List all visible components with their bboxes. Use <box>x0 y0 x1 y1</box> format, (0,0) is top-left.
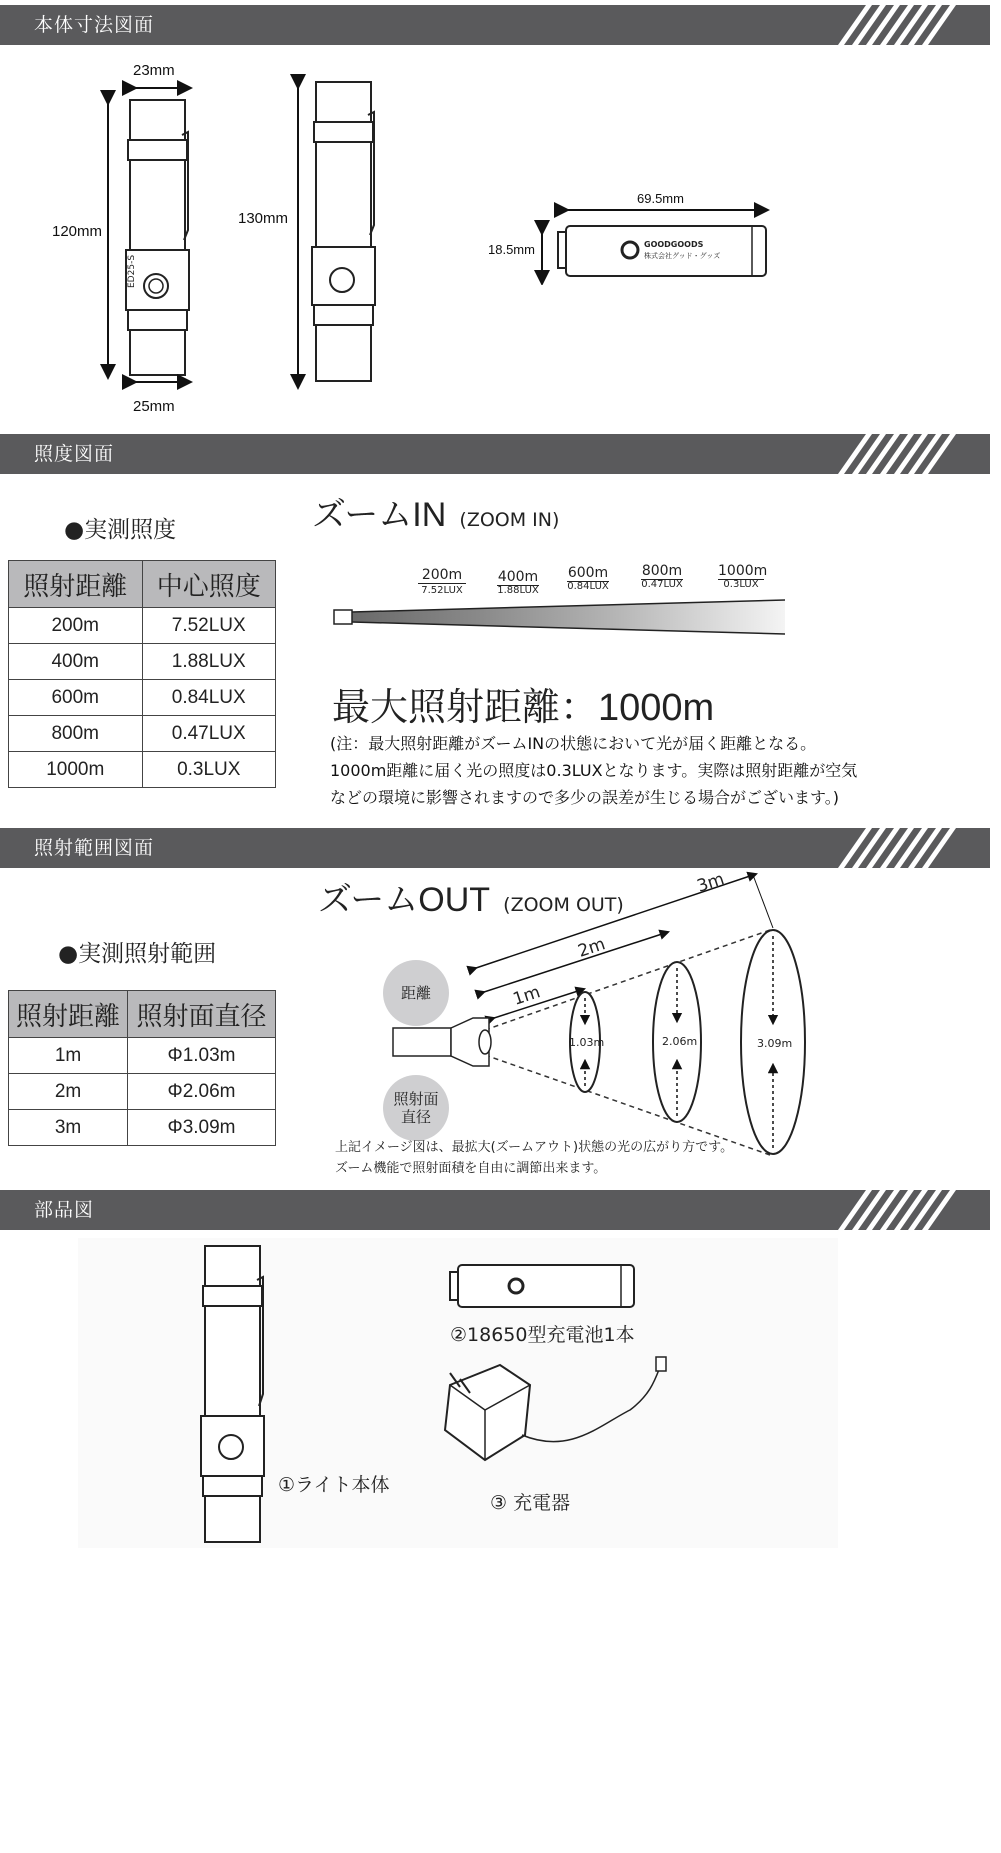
parts-charger-drawing <box>430 1355 690 1475</box>
table-row <box>9 608 276 644</box>
section-title: 照度図面 <box>34 443 115 465</box>
table-row <box>9 644 276 680</box>
diameter-bubble <box>383 1075 449 1141</box>
table-cell: Φ1.03m <box>128 1038 276 1074</box>
table-cell: 400m <box>9 644 143 680</box>
beam-mark-lux: 7.52LUX <box>421 585 463 596</box>
diameter-label-2: 2.06m <box>662 1035 698 1048</box>
range-caption <box>335 1137 733 1179</box>
section-title: 本体寸法図面 <box>34 14 155 36</box>
note-line: などの環境に影響されますので多少の誤差が生じる場合がございます。) <box>330 788 839 807</box>
beam-mark-lux: 0.3LUX <box>723 579 759 590</box>
zoom-out-spread-diagram <box>385 870 815 1160</box>
diameter-bubble-text: 直径 <box>400 1108 431 1126</box>
part-item-3: ③ 充電器 <box>490 1492 571 1514</box>
section-header-illuminance <box>0 434 990 474</box>
table-cell: 7.52LUX <box>142 608 276 644</box>
length-extended-label: 130mm <box>238 210 289 227</box>
beam-mark-dist: 600m <box>567 565 609 581</box>
table-cell: 3m <box>9 1110 128 1146</box>
table-row <box>9 752 276 788</box>
illuminance-subtitle: ●実測照度 <box>64 517 177 543</box>
diameter-bubble-text: 照射面 <box>393 1090 439 1108</box>
distance-label-3m: 3m <box>694 869 727 897</box>
part-item-2: ②18650型充電池1本 <box>450 1324 635 1346</box>
zoom-in-title: ズームIN <box>312 496 447 534</box>
parts-flashlight-drawing <box>195 1244 275 1544</box>
battery-brand: GOODGOODS <box>644 240 704 249</box>
table-cell: 600m <box>9 680 143 716</box>
section-header-range <box>0 828 990 868</box>
zoom-in-subtitle: (ZOOM IN) <box>459 509 560 531</box>
battery-length-label: 69.5mm <box>637 191 684 206</box>
zoom-out-subtitle: (ZOOM OUT) <box>503 894 624 916</box>
distance-bubble-text: 距離 <box>400 984 431 1002</box>
illuminance-table <box>8 560 276 788</box>
table-cell: Φ2.06m <box>128 1074 276 1110</box>
parts-battery-drawing <box>448 1262 638 1312</box>
zoom-out-title: ズームOUT <box>318 881 491 919</box>
part-item-1: ①ライト本体 <box>278 1474 390 1496</box>
section-title: 部品図 <box>34 1199 95 1221</box>
head-width-label: 23mm <box>133 62 175 79</box>
stripes-decoration <box>830 434 960 474</box>
caption-line: ズーム機能で照射面積を自由に調節出来ます。 <box>335 1161 607 1176</box>
illuminance-note <box>330 730 857 811</box>
beam-mark-lux: 1.88LUX <box>497 585 539 596</box>
beam-mark-dist: 1000m <box>718 563 768 579</box>
table-cell: 2m <box>9 1074 128 1110</box>
table-cell: 200m <box>9 608 143 644</box>
zoom-in-title-group <box>312 487 559 536</box>
beam-mark-lux: 0.47LUX <box>641 579 683 590</box>
table-row <box>9 1038 276 1074</box>
table-row <box>9 680 276 716</box>
battery-diameter-label: 18.5mm <box>488 242 535 257</box>
stripes-decoration <box>830 828 960 868</box>
table-row <box>9 716 276 752</box>
table-cell: Φ3.09m <box>128 1110 276 1146</box>
table-cell: 1000m <box>9 752 143 788</box>
distance-bubble <box>383 960 449 1026</box>
section-title: 照射範囲図面 <box>34 837 155 859</box>
distance-label-1m: 1m <box>510 982 543 1010</box>
beam-mark-dist: 400m <box>497 569 539 585</box>
note-line: 1000m距離に届く光の照度は0.3LUXとなります。実際は照射距離が空気 <box>330 761 858 780</box>
table-cell: 0.47LUX <box>142 716 276 752</box>
table-header: 照射距離 <box>9 561 143 608</box>
table-cell: 1m <box>9 1038 128 1074</box>
table-cell: 0.84LUX <box>142 680 276 716</box>
zoom-in-beam-diagram <box>330 598 790 638</box>
table-header: 照射面直径 <box>128 991 276 1038</box>
section-header-dimensions <box>0 5 990 45</box>
table-row <box>9 1110 276 1146</box>
tail-width-label: 25mm <box>133 398 175 415</box>
stripes-decoration <box>830 1190 960 1230</box>
beam-mark-lux: 0.84LUX <box>567 581 609 592</box>
distance-label-2m: 2m <box>575 934 608 962</box>
diameter-label-1: 1.03m <box>569 1036 605 1049</box>
diameter-label-3: 3.09m <box>757 1037 793 1050</box>
max-distance: 最大照射距離：1000m <box>332 687 715 729</box>
note-line: (注：最大照射距離がズームINの状態において光が届く距離となる。 <box>330 734 817 753</box>
table-header: 照射距離 <box>9 991 128 1038</box>
battery-brand-sub: 株式会社グッド・グッズ <box>644 252 721 260</box>
flashlight-retracted-drawing <box>90 60 230 430</box>
model-label: ED25-S <box>127 254 137 288</box>
stripes-decoration <box>830 5 960 45</box>
length-retracted-label: 120mm <box>52 223 103 240</box>
caption-line: 上記イメージ図は、最拡大(ズームアウト)状態の光の広がり方です。 <box>335 1140 734 1155</box>
flashlight-extended-drawing <box>280 70 400 390</box>
section-header-parts <box>0 1190 990 1230</box>
beam-mark-dist: 200m <box>418 567 466 584</box>
table-cell: 1.88LUX <box>142 644 276 680</box>
table-header: 中心照度 <box>142 561 276 608</box>
table-cell: 0.3LUX <box>142 752 276 788</box>
range-subtitle: ●実測照射範囲 <box>58 941 217 967</box>
range-table <box>8 990 276 1146</box>
beam-mark-dist: 800m <box>641 563 683 579</box>
table-row <box>9 1074 276 1110</box>
table-cell: 800m <box>9 716 143 752</box>
